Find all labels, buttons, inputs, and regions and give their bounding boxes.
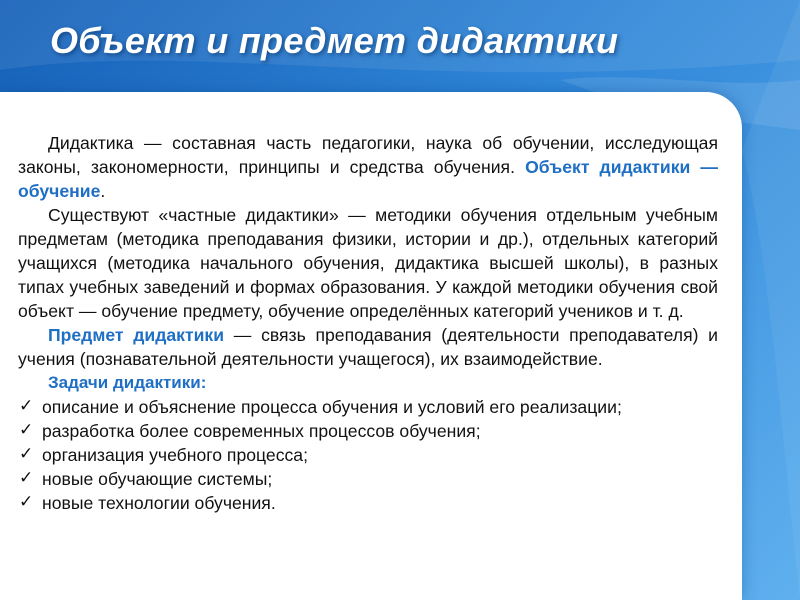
check-mark-icon: ✓ [19,396,34,415]
list-item [18,395,718,419]
page-title: Объект и предмет дидактики [50,20,619,61]
task-text: новые обучающие системы; [42,469,273,489]
check-mark-icon: ✓ [19,492,34,511]
list-item [18,419,718,443]
list-item [18,491,718,515]
task-text: разработка более современных процессов обучения; [42,421,481,441]
subject-highlight: Предмет дидактики [48,325,225,345]
task-text: новые технологии обучения. [42,493,276,513]
tasks-list [18,395,718,515]
content-body [18,131,718,515]
paragraph-definition [18,131,718,203]
subject-text: — связь преподавания (деятельности преподавателя) и учения (познавательной деятельности учащегося), их взаимодействие. [18,325,718,369]
check-mark-icon: ✓ [19,420,34,439]
task-text: описание и объяснение процесса обучения и условий его реализации; [42,397,622,417]
paragraph-subject [18,323,718,371]
tasks-heading: Задачи дидактики: [48,373,207,392]
paragraph-private-didactics: Существуют «частные дидактики» — методики обучения отдельным учебным предметам (методика преподавания физики, истории и др.), отдельных категорий учащихся (методика начального обучения, дидактика высшей школы), в разных типах учебных заведений и формах образования. У каждой методики обучения свой объект — обучение предмету, обучение определённых категорий учеников и т. д. [18,205,718,321]
definition-text: Дидактика — составная часть педагогики, наука об обучении, исследующая законы, закономерности, принципы и средства обучения. [18,133,718,177]
list-item [18,443,718,467]
task-text: организация учебного процесса; [42,445,308,465]
check-mark-icon: ✓ [19,444,34,463]
object-highlight: Объект дидактики — обучение [18,157,718,201]
check-mark-icon: ✓ [19,468,34,487]
definition-tail: . [100,181,106,201]
list-item [18,467,718,491]
